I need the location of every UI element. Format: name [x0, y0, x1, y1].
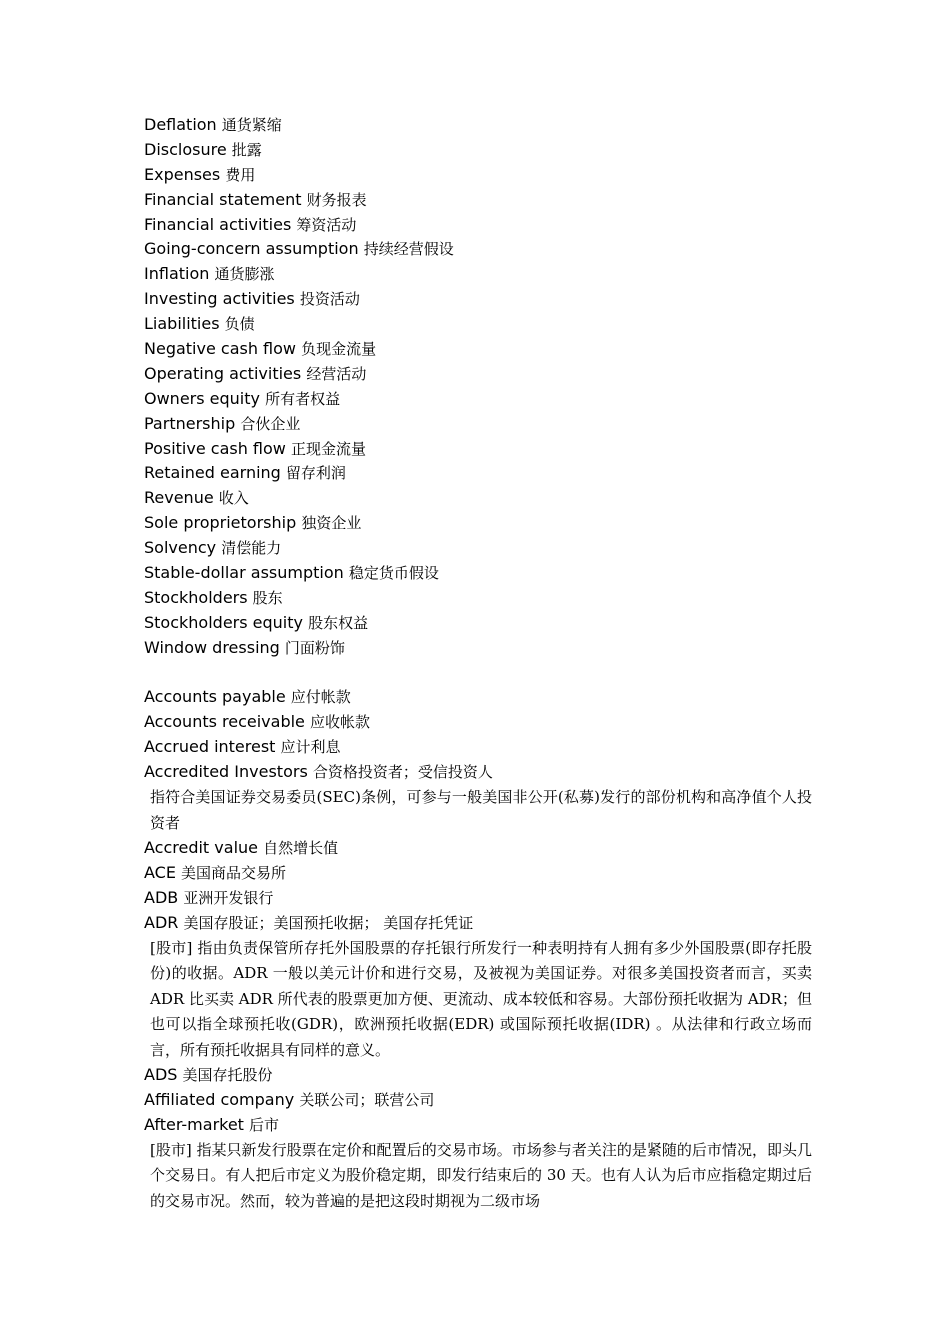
term-chinese: 应付帐款: [290, 688, 351, 707]
term-english: Stockholders: [144, 587, 248, 607]
glossary-entry: [144, 287, 812, 312]
glossary-entry: [144, 636, 812, 661]
glossary-entry: [144, 113, 812, 138]
term-chinese: 批露: [231, 140, 262, 159]
glossary-entry: [144, 710, 812, 735]
term-english: Liabilities: [144, 314, 220, 334]
term-english: Deflation: [144, 115, 217, 134]
term-english: ACE: [144, 862, 176, 882]
glossary-list-finance: [144, 685, 812, 1214]
glossary-entry: [144, 1063, 812, 1088]
term-chinese: 清偿能力: [221, 539, 282, 558]
term-chinese: 负现金流量: [301, 340, 377, 359]
term-english: ADR: [144, 912, 179, 932]
term-chinese: 应计利息: [280, 738, 341, 757]
term-chinese: 合伙企业: [240, 414, 301, 433]
glossary-entry: [144, 337, 812, 362]
glossary-list-accounting: [144, 113, 812, 661]
glossary-entry: [144, 188, 812, 213]
term-english: Accounts payable: [144, 687, 286, 707]
term-chinese: 财务报表: [306, 190, 367, 209]
term-chinese: 合资格投资者；受信投资人: [312, 763, 493, 782]
term-chinese: 负债: [224, 315, 255, 334]
term-chinese: 门面粉饰: [284, 638, 345, 657]
glossary-entry: [144, 911, 812, 936]
term-chinese: 筹资活动: [296, 215, 357, 234]
term-explanation: [股市] 指由负责保管所存托外国股票的存托银行所发行一种表明持有人拥有多少外国股票(即存托股份)的收据。ADR 一般以美元计价和进行交易，及被视为美国证券。对很多美国投资者而言，买卖 ADR 比买卖 ADR 所代表的股票更加方便、更流动、成本较低和容易。大部份预托收据为 ADR；但也可以指全球预托收(GDR)，欧洲预托收据(EDR) 或国际预托收据(IDR) 。从法律和行政立场而言，所有预托收据具有同样的意义。: [150, 938, 812, 1059]
term-english: Solvency: [144, 538, 217, 558]
term-chinese: 自然增长值: [263, 839, 339, 858]
term-english: Investing activities: [144, 289, 295, 309]
section-gap: [144, 661, 812, 686]
glossary-entry: [144, 461, 812, 486]
term-chinese: 持续经营假设: [363, 240, 454, 259]
glossary-entry: [144, 561, 812, 586]
term-chinese: 美国商品交易所: [181, 863, 287, 882]
glossary-entry: [144, 685, 812, 710]
term-english: Stockholders equity: [144, 612, 303, 632]
term-chinese: 费用: [225, 165, 256, 184]
term-english: Financial statement: [144, 189, 302, 209]
term-chinese: 投资活动: [299, 290, 360, 309]
glossary-entry: [144, 536, 812, 561]
term-chinese: 股东权益: [308, 613, 369, 632]
term-english: Partnership: [144, 413, 236, 433]
glossary-entry: [144, 387, 812, 412]
glossary-entry: [144, 437, 812, 462]
glossary-entry: [144, 586, 812, 611]
glossary-entry: [144, 237, 812, 262]
term-chinese: 独资企业: [301, 514, 362, 533]
glossary-entry: [144, 138, 812, 163]
glossary-entry: [144, 486, 812, 511]
term-explanation: 指符合美国证券交易委员(SEC)条例，可参与一般美国非公开(私募)发行的部份机构和高净值个人投资者: [150, 788, 812, 832]
term-chinese: 留存利润: [285, 464, 346, 483]
glossary-entry: [144, 735, 812, 760]
glossary-entry: [144, 262, 812, 287]
term-english: Operating activities: [144, 363, 302, 383]
term-chinese: 亚洲开发银行: [183, 888, 274, 907]
glossary-entry: [144, 760, 812, 785]
term-english: Window dressing: [144, 637, 280, 657]
term-english: ADB: [144, 887, 179, 907]
glossary-entry: [144, 611, 812, 636]
glossary-entry: [144, 836, 812, 861]
glossary-entry: [144, 511, 812, 536]
term-english: Positive cash flow: [144, 438, 286, 458]
term-chinese: 稳定货币假设: [348, 564, 439, 583]
glossary-entry: [144, 886, 812, 911]
term-chinese: 股东: [252, 588, 283, 607]
term-chinese: 关联公司；联营公司: [299, 1091, 435, 1109]
term-english: Affiliated company: [144, 1090, 295, 1109]
term-english: Accrued interest: [144, 737, 276, 757]
term-english: Negative cash flow: [144, 339, 297, 359]
term-english: Owners equity: [144, 388, 260, 408]
term-english: Retained earning: [144, 463, 281, 483]
term-chinese: 通货紧缩: [221, 116, 282, 134]
term-chinese: 美国存托股份: [182, 1066, 273, 1085]
glossary-entry: [144, 1113, 812, 1138]
term-english: After-market: [144, 1114, 244, 1134]
term-english: Revenue: [144, 488, 214, 508]
glossary-entry: [144, 412, 812, 437]
term-english: Disclosure: [144, 139, 227, 159]
term-english: Stable-dollar assumption: [144, 563, 344, 583]
term-english: Expenses: [144, 164, 221, 184]
term-english: Financial activities: [144, 214, 292, 234]
term-chinese: 应收帐款: [310, 713, 371, 732]
term-explanation: [股市] 指某只新发行股票在定价和配置后的交易市场。市场参与者关注的是紧随的后市情况，即头几个交易日。有人把后市定义为股价稳定期，即发行结束后的 30 天。也有人认为后市应指稳定期过后的交易市况。然而，较为普遍的是把这段时期视为二级市场: [150, 1140, 812, 1210]
glossary-entry: [144, 312, 812, 337]
term-english: Accredit value: [144, 838, 258, 858]
term-english: Going-concern assumption: [144, 239, 359, 259]
term-chinese: 通货膨涨: [214, 265, 275, 284]
glossary-entry: [144, 362, 812, 387]
term-chinese: 收入: [218, 489, 249, 508]
term-chinese: 经营活动: [306, 364, 367, 383]
glossary-entry: [144, 861, 812, 886]
document-body: [144, 113, 812, 1214]
term-chinese: 正现金流量: [290, 439, 366, 458]
term-english: Sole proprietorship: [144, 513, 297, 533]
glossary-entry: [144, 163, 812, 188]
glossary-entry: [144, 213, 812, 238]
glossary-entry: [144, 1088, 812, 1113]
term-english: Accredited Investors: [144, 762, 308, 782]
term-chinese: 所有者权益: [265, 389, 341, 408]
term-english: Inflation: [144, 264, 210, 284]
term-english: Accounts receivable: [144, 712, 305, 732]
term-chinese: 后市: [249, 1115, 280, 1134]
term-chinese: 美国存股证；美国预托收据； 美国存托凭证: [183, 913, 474, 932]
term-english: ADS: [144, 1065, 178, 1085]
